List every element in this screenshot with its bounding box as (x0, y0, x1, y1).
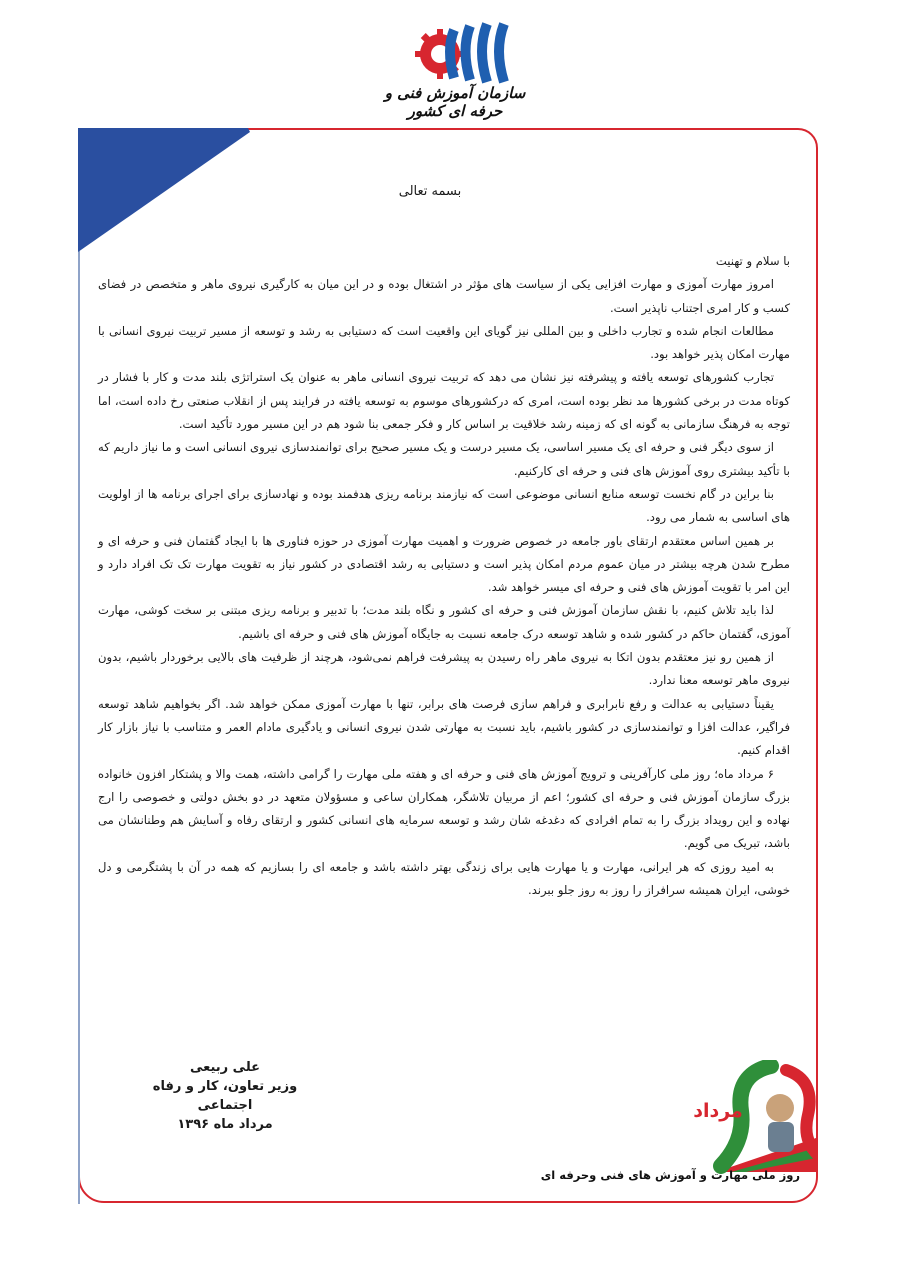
paragraph-4: از سوی دیگر فنی و حرفه ای یک مسیر اساسی، یک مسیر درست و یک مسیر صحیح برای توانمندسازی نیروی انسانی است و ما نیاز داریم که با تأکید بیشتری روی آموزش های فنی و حرفه ای کارکنیم. (98, 440, 790, 478)
blue-corner-triangle (78, 128, 250, 254)
organization-logo-icon (410, 18, 520, 88)
paragraph-10: ۶ مرداد ماه؛ روز ملی کارآفرینی و ترویج آموزش های فنی و حرفه ای و هفته ملی مهارت را گرامی داشته، همت والا و پشتکار افزون خانواده بزرگ سازمان آموزش فنی و حرفه ای کشور؛ اعم از مربیان تلاشگر، همکاران ساعی و مسؤولان متعهد در دو بخش دولتی و خصوصی را ارج نهاده و این رویداد بزرگ را به تمام افرادی که دغدغه شان رشد و توسعه سرمایه های انسانی کشور و ارتقای رفاه و آسایش هم وطنانشان می باشد، تبریک می گویم. (98, 766, 790, 851)
letter-body (98, 250, 790, 902)
paragraph-9: یقیناً دستیابی به عدالت و رفع نابرابری و فراهم سازی فرصت های برابر، تنها با مهارت آموزی ممکن خواهد شد. اگر بخواهیم شاهد توسعه فراگیر، عدالت افزا و توانمندسازی در کشور باشیم، باید نسبت به مهارتی شدن نیروی انسانی و یادگیری مادام العمر و متناسب با نیاز بازار کار اقدام کنیم. (98, 696, 790, 758)
paragraph-7: لذا باید تلاش کنیم، با نقش سازمان آموزش فنی و حرفه ای کشور و نگاه بلند مدت؛ با تدبیر و برنامه ریزی مبتنی بر سخت کوشی، مهارت آموزی، گفتمان حاکم در کشور شده و شاهد توسعه درک جامعه نسبت به جایگاه آموزش های فنی و حرفه ای باشیم. (98, 603, 790, 641)
paragraph-1: امروز مهارت آموزی و مهارت افزایی یکی از سیاست های مؤثر در اشتغال بوده و در این میان به کارگیری نیروی ماهر و متخصص در فضای کسب و کار امری اجتناب ناپذیر است. (98, 277, 790, 315)
organization-name: سازمان آموزش فنی و حرفه ای کشور (384, 84, 526, 120)
signer-title: وزیر تعاون، کار و رفاه اجتماعی (152, 1079, 298, 1113)
paragraph-3: تجارب کشورهای توسعه یافته و پیشرفته نیز نشان می دهد که تربیت نیروی انسانی ماهر به عنوان یک استراتژی بلند مدت و کار با فشار در کوتاه مدت در برخی کشورها مد نظر بوده است، امری که درکشورهای موسوم به توسعه یافته در فرایند پس از انقلاب صنعتی رخ داده است، اما توجه به فرهنگ سازمانی به گونه ای که زمینه رشد خلاقیت بر اساس کار و فکر جمعی بنا شود هم در این مسیر مورد تأکید است. (98, 370, 790, 432)
signature-date: مرداد ماه ۱۳۹۶ (177, 1117, 273, 1132)
badge-month-word: مرداد (693, 1100, 743, 1122)
paragraph-5: بنا براین در گام نخست توسعه منابع انسانی موضوعی است که نیازمند برنامه ریزی هدفمند بوده و نهادسازی برای اجرای برنامه ها از اولویت های اساسی به شمار می رود. (98, 486, 790, 525)
paragraph-6: بر همین اساس معتقدم ارتقای باور جامعه در خصوص ضرورت و اهمیت مهارت آموزی در حوزه فناوری ها با ایجاد گفتمان فنی و حرفه ای و مطرح شدن هرچه بیشتر در میان عموم مردم امکان پذیر است و دستیابی به رشد اقتصادی در کشور نیاز به تقویت مهارت تک تک افراد دارد و این امر با تقویت آموزش های فنی و حرفه ای میسر خواهد شد. (98, 533, 790, 595)
badge-caption: روز ملی مهارت و آموزش های فنی وحرفه ای (540, 1168, 800, 1182)
greeting: با سلام و تهنیت (715, 254, 790, 268)
signer-name: علی ربیعی (189, 1060, 261, 1075)
paragraph-8: از همین رو نیز معتقدم بدون اتکا به نیروی ماهر راه رسیدن به پیشرفت فراهم نمی‌شود، هرچند از ظرفیت های بالایی برخوردار باشیم، بدون نیروی ماهر توسعه معنا ندارد. (98, 650, 790, 688)
frame-left-border (78, 128, 81, 1204)
paragraph-11: به امید روزی که هر ایرانی، مهارت و یا مهارت هایی برای زندگی بهتر داشته باشد و جامعه ای را بسازیم که همه در آن با پشتگرمی و دل خوشی، ایران همیشه سرافراز را روز به روز جلو ببرند. (98, 859, 790, 898)
paragraph-2: مطالعات انجام شده و تجارب داخلی و بین المللی نیز گویای این واقعیت است که دستیابی به رشد و توسعه از مسیر تربیت نیروی انسانی با مهارت امکان پذیر خواهد بود. (98, 323, 790, 362)
signature-block (130, 1058, 320, 1134)
basmala-heading: بسمه تعالی (398, 184, 462, 199)
